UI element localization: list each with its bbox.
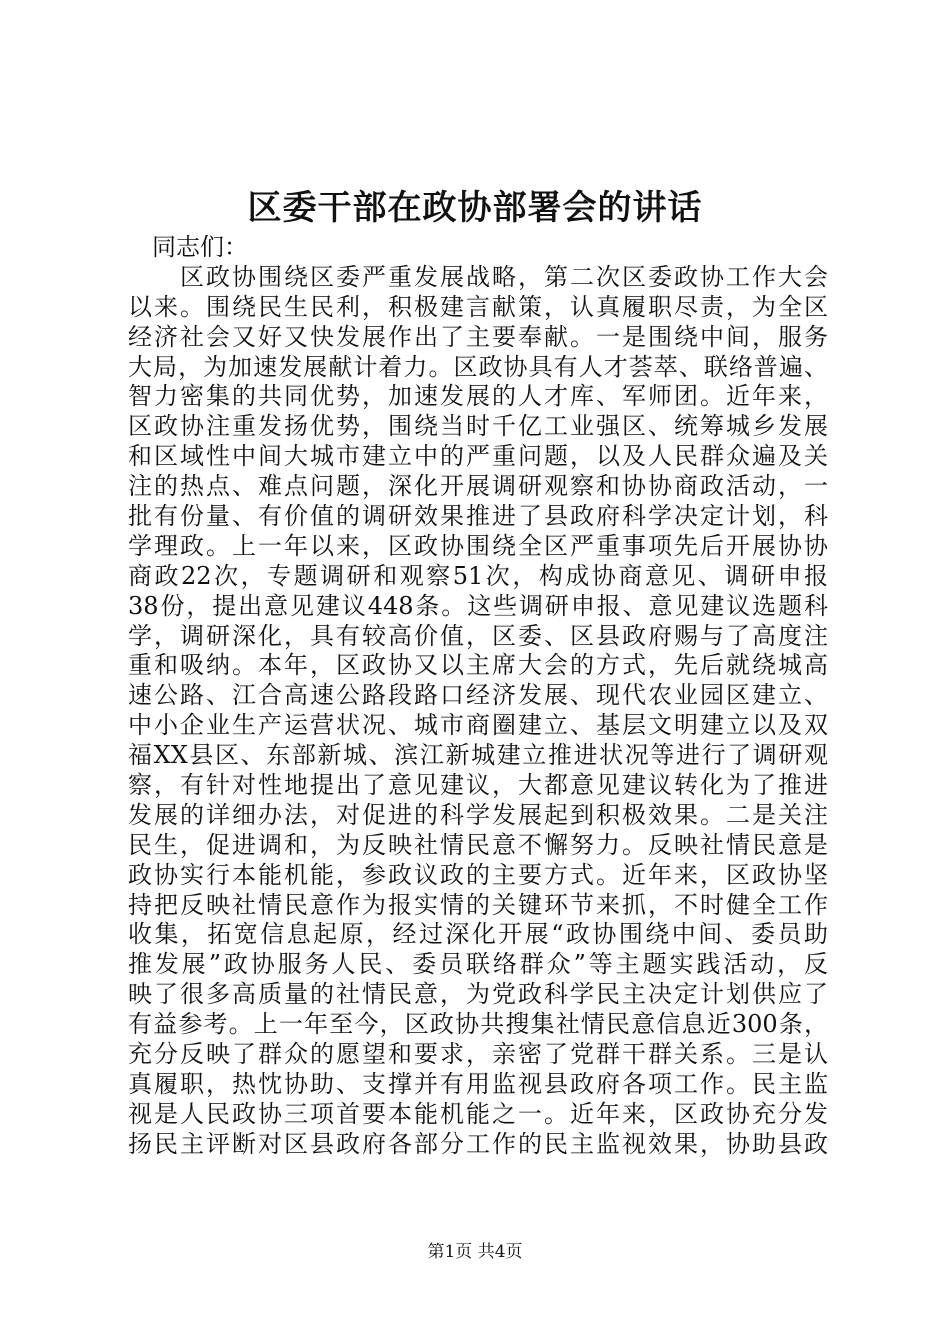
body-line: 真履职，热忱协助、支撑并有用监视县政府各项工作。民主监 xyxy=(128,1069,828,1098)
body-line: 38份，提出意见建议448条。这些调研申报、意见建议选题科 xyxy=(128,591,828,620)
document-body xyxy=(128,233,828,1160)
body-line: 学，调研深化，具有较高价值，区委、区县政府赐与了高度注 xyxy=(128,621,828,650)
document-title: 区委干部在政协部署会的讲话 xyxy=(247,188,703,228)
body-line: 察，有针对性地提出了意见建议，大都意见建议转化为了推进 xyxy=(128,771,828,800)
body-line: 经济社会又好又快发展作出了主要奉献。一是围绕中间，服务 xyxy=(128,322,828,351)
body-line: 收集，拓宽信息起原，经过深化开展“政协围绕中间、委员助 xyxy=(128,920,828,949)
body-line: 发展的详细办法，对促进的科学发展起到积极效果。二是关注 xyxy=(128,800,828,829)
body-line: 速公路、江合高速公路段路口经济发展、现代农业园区建立、 xyxy=(128,681,828,710)
body-line: 以来。围绕民生民利，积极建言献策，认真履职尽责，为全区 xyxy=(128,292,828,321)
body-line: 政协实行本能机能，参政议政的主要方式。近年来，区政协坚 xyxy=(128,860,828,889)
body-line: 注的热点、难点问题，深化开展调研观察和协协商政活动，一 xyxy=(128,472,828,501)
greeting-line: 同志们： xyxy=(152,233,248,261)
body-line: 批有份量、有价值的调研效果推进了县政府科学决定计划，科 xyxy=(128,502,828,531)
body-line: 充分反映了群众的愿望和要求，亲密了党群干群关系。三是认 xyxy=(128,1040,828,1069)
body-line: 学理政。上一年以来，区政协围绕全区严重事项先后开展协协 xyxy=(128,531,828,560)
body-line: 映了很多高质量的社情民意，为党政科学民主决定计划供应了 xyxy=(128,980,828,1009)
body-line: 民生，促进调和，为反映社情民意不懈努力。反映社情民意是 xyxy=(128,830,828,859)
body-line: 有益参考。上一年至今，区政协共搜集社情民意信息近300条， xyxy=(128,1010,828,1039)
body-line: 持把反映社情民意作为报实情的关键环节来抓，不时健全工作 xyxy=(128,890,828,919)
body-line: 福XX县区、东部新城、滨江新城建立推进状况等进行了调研观 xyxy=(128,741,828,770)
body-line: 区政协注重发扬优势，围绕当时千亿工业强区、统筹城乡发展 xyxy=(128,412,828,441)
body-line: 智力密集的共同优势，加速发展的人才库、军师团。近年来， xyxy=(128,382,828,411)
body-line: 扬民主评断对区县政府各部分工作的民主监视效果，协助县政 xyxy=(128,1129,828,1158)
body-line: 中小企业生产运营状况、城市商圈建立、基层文明建立以及双 xyxy=(128,711,828,740)
body-line: 重和吸纳。本年，区政协又以主席大会的方式，先后就绕城高 xyxy=(128,651,828,680)
body-line: 大局，为加速发展献计着力。区政协具有人才荟萃、联络普遍、 xyxy=(128,352,828,381)
body-line: 区政协围绕区委严重发展战略，第二次区委政协工作大会 xyxy=(180,262,828,291)
body-line: 推发展”政协服务人民、委员联络群众”等主题实践活动，反 xyxy=(128,950,828,979)
body-line: 和区域性中间大城市建立中的严重问题，以及人民群众遍及关 xyxy=(128,442,828,471)
body-line: 视是人民政协三项首要本能机能之一。近年来，区政协充分发 xyxy=(128,1099,828,1128)
page-number-footer: 第1页 共4页 xyxy=(427,1242,523,1262)
body-line: 商政22次，专题调研和观察51次，构成协商意见、调研申报 xyxy=(128,561,828,590)
